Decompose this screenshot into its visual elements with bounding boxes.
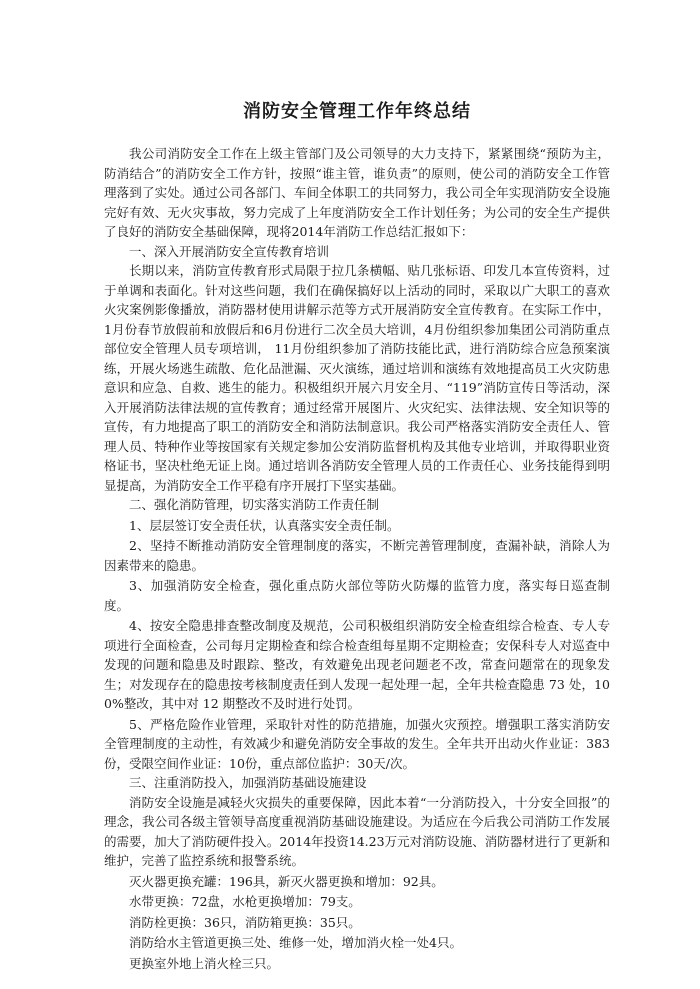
section-2-item: 2、坚持不断推动消防安全管理制度的落实，不断完善管理制度，查漏补缺，消除人为因素带来的隐患。 (104, 538, 610, 573)
section-2-item: 1、层层签订安全责任状，认真落实安全责任制。 (129, 517, 400, 533)
document-title: 消防安全管理工作年终总结 (243, 101, 471, 122)
section-2-heading: 二、强化消防管理，切实落实消防工作责任制 (129, 497, 380, 512)
section-3-heading: 三、注重消防投入，加强消防基础设施建设 (129, 775, 367, 790)
section-2-item: 4、按安全隐患排查整改制度及规范，公司积极组织消防安全检查组综合检查、专人专项进行全面检查，公司每月定期检查和综合检查组每星期不定期检查；安保科专人对巡查中发现的问题和隐患及时跟踪、整改，有效避免出现老问题老不改，常查问题常在的现象发生；对发现存在的隐患按考核制度责任到人发现一起处理一起，全年共检查隐患 73 处，100%整改，其中对 12 期整改不及时进行处罚。 (104, 618, 610, 711)
section-2-item: 5、严格危险作业管理，采取针对性的防范措施，加强火灾预控。增强职工落实消防安全管理制度的主动性，有效减少和避免消防安全事故的发生。全年共开出动火作业证：383份，受限空间作业证：10份，重点部位监护：30天/次。 (104, 716, 610, 771)
section-1-body: 长期以来，消防宣传教育形式局限于拉几条横幅、贴几张标语、印发几本宣传资料，过于单调和表面化。针对这些问题，我们在确保搞好以上活动的同时，采取以广大职工的喜欢火灾案例影像播放，消防器材使用讲解示范等方式开展消防安全宣传教育。在实际工作中，1月份春节放假前和放假后和6月份进行二次全员大培训，4月份组织参加集团公司消防重点部位安全管理人员专项培训， 11月份组织参加了消防技能比武，进行消防综合应急预案演练，开展火场逃生疏散、危化品泄漏、灭火演练，通过培训和演练有效地提高员工火灾防患意识和应急、自救、逃生的能力。积极组织开展六月安全月、“119”消防宣传日等活动，深入开展消防法律法规的宣传教育；通过经常开展图片、火灾纪实、法律法规、安全知识等的宣传，有力地提高了职工的消防安全和消防法制意识。我公司严格落实消防安全责任人、管理人员、特种作业等按国家有关规定参加公安消防监督机构及其他专业培训，并取得职业资格证书，坚决杜绝无证上岗。通过培训各消防安全管理人员的工作责任心、业务技能得到明显提高，为消防安全工作平稳有序开展打下坚实基础。 (104, 263, 610, 493)
section-3-item: 灭火器更换充罐：196具，新灭火器更换和增加：92具。 (129, 873, 444, 889)
section-3-body: 消防安全设施是减轻火灾损失的重要保障，因此本着“一分消防投入，十分安全回报”的理念，我公司各级主管领导高度重视消防基础设施建设。为适应在今后我公司消防工作发展的需要，加大了消防硬件投入。2014年投资14.23万元对消防设施、消防器材进行了更新和维护，完善了监控系统和报警系统。 (104, 794, 610, 868)
document-page (104, 100, 610, 973)
section-2-item: 3、加强消防安全检查，强化重点防火部位等防火防爆的监管力度，落实每日巡查制度。 (104, 578, 610, 613)
section-1-heading: 一、深入开展消防安全宣传教育培训 (129, 243, 330, 259)
section-3-item: 水带更换：72盘，水枪更换增加：79支。 (129, 894, 361, 909)
section-3-item: 更换室外地上消火栓三只。 (129, 955, 280, 971)
section-3-item: 消防给水主管道更换三处、维修一处，增加消火栓一处4只。 (129, 935, 462, 950)
intro-paragraph: 我公司消防安全工作在上级主管部门及公司领导的大力支持下，紧紧围绕“预防为主，防消结合”的消防安全工作方针，按照“谁主管，谁负责”的原则，使公司的消防安全工作管理落到了实处。通过公司各部门、车间全体职工的共同努力，我公司全年实现消防安全设施完好有效、无火灾事故，努力完成了上年度消防安全工作计划任务；为公司的安全生产提供了良好的消防安全基础保障，现将2014年消防工作总结汇报如下： (104, 146, 610, 239)
section-3-item: 消防栓更换：36只，消防箱更换：35只。 (129, 914, 361, 930)
